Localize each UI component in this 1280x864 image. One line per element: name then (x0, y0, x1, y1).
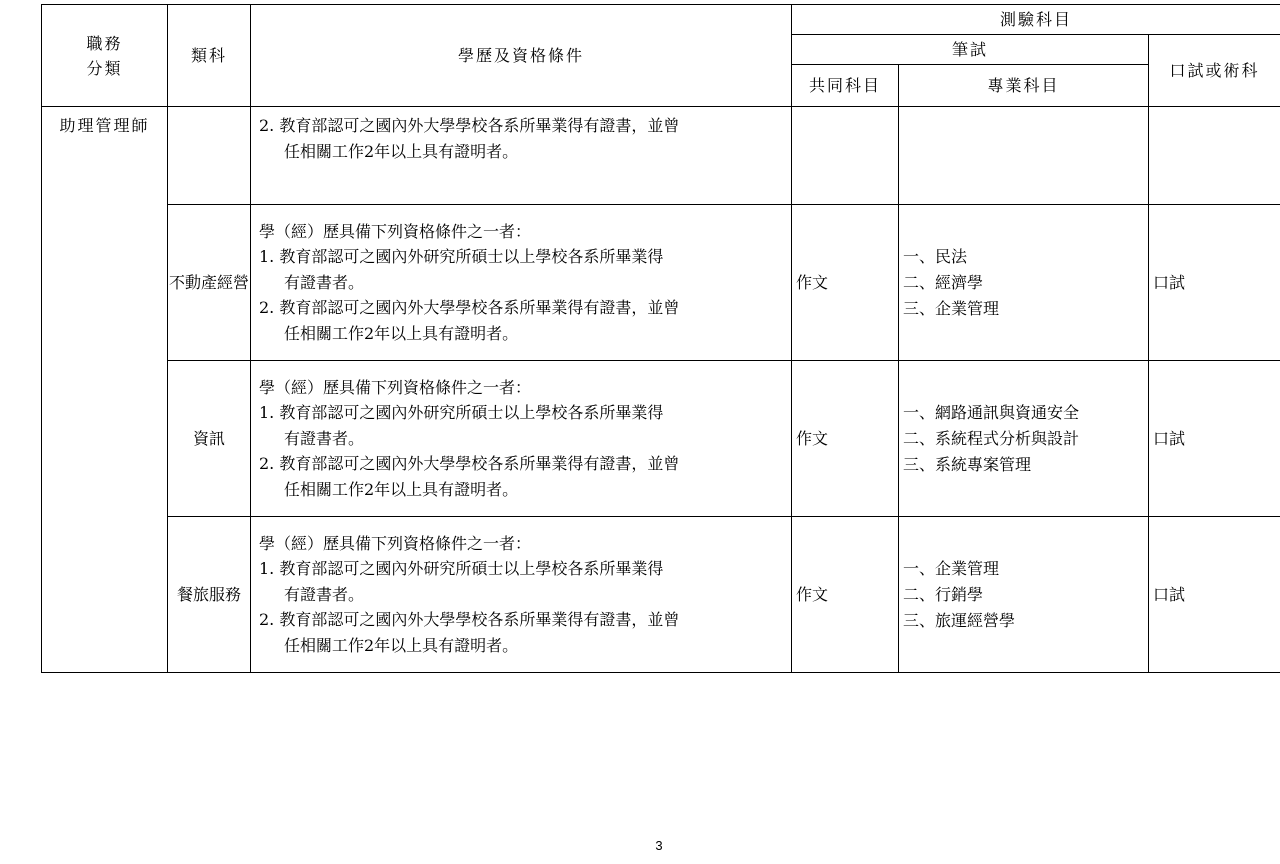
header-qualifications: 學歷及資格條件 (251, 5, 792, 107)
header-exam-subjects: 測驗科目 (792, 5, 1280, 35)
qualifications-cell: 學（經）歷具備下列資格條件之一者： 1. 教育部認可之國內外研究所碩士以上學校各系所畢業得 有證書者。 2. 教育部認可之國內外大學學校各系所畢業得有證書，並曾 任相關工作2年以上具有證明者。 (251, 361, 792, 517)
table-row (42, 107, 1280, 205)
common-subject-cell (792, 107, 899, 205)
table-row (42, 205, 1280, 361)
discipline-cell: 不動產經營 (168, 205, 251, 361)
discipline-cell (168, 107, 251, 205)
discipline-cell: 餐旅服務 (168, 517, 251, 673)
professional-subjects-cell (899, 107, 1149, 205)
professional-subjects-cell: 一、網路通訊與資通安全 二、系統程式分析與設計 三、系統專案管理 (899, 361, 1149, 517)
qualifications-cell: 學（經）歷具備下列資格條件之一者： 1. 教育部認可之國內外研究所碩士以上學校各系所畢業得 有證書者。 2. 教育部認可之國內外大學學校各系所畢業得有證書，並曾 任相關工作2年以上具有證明者。 (251, 517, 792, 673)
page-number: 3 (655, 838, 663, 853)
qualifications-cell: 2. 教育部認可之國內外大學學校各系所畢業得有證書，並曾 任相關工作2年以上具有證明者。 (251, 107, 792, 205)
professional-subjects-cell: 一、企業管理 二、行銷學 三、旅運經營學 (899, 517, 1149, 673)
table-row (42, 361, 1280, 517)
header-oral-or-skill: 口試或術科 (1149, 35, 1280, 107)
oral-cell (1149, 107, 1280, 205)
common-subject-cell: 作文 (792, 517, 899, 673)
professional-subjects-cell: 一、民法 二、經濟學 三、企業管理 (899, 205, 1149, 361)
header-position-category: 職務 分類 (42, 5, 168, 107)
header-discipline: 類科 (168, 5, 251, 107)
discipline-cell: 資訊 (168, 361, 251, 517)
header-common-subjects: 共同科目 (792, 65, 899, 107)
qualifications-cell: 學（經）歷具備下列資格條件之一者： 1. 教育部認可之國內外研究所碩士以上學校各系所畢業得 有證書者。 2. 教育部認可之國內外大學學校各系所畢業得有證書，並曾 任相關工作2年以上具有證明者。 (251, 205, 792, 361)
position-category-cell: 助理管理師 (42, 107, 168, 673)
header-professional-subjects: 專業科目 (899, 65, 1149, 107)
oral-cell: 口試 (1149, 361, 1280, 517)
oral-cell: 口試 (1149, 517, 1280, 673)
table-row (42, 517, 1280, 673)
common-subject-cell: 作文 (792, 205, 899, 361)
oral-cell: 口試 (1149, 205, 1280, 361)
header-written-exam: 筆試 (792, 35, 1149, 65)
exam-subjects-table (41, 4, 1280, 673)
common-subject-cell: 作文 (792, 361, 899, 517)
